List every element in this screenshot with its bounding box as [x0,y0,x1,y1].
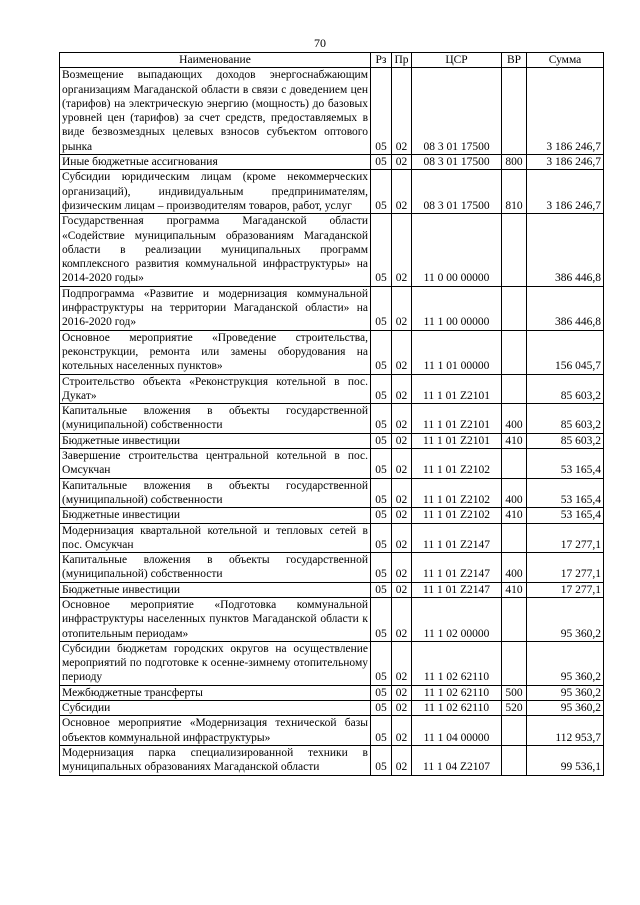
cell-sum: 156 045,7 [527,330,604,374]
cell-pr: 02 [392,155,412,170]
cell-csr: 11 1 01 Z2147 [412,553,502,583]
table-row [60,433,604,448]
table-row [60,374,604,404]
cell-csr: 11 1 01 00000 [412,330,502,374]
cell-name: Субсидии юридическим лицам (кроме некоммерческих организаций), индивидуальным предпринимателям, физическим лицам – производителям товаров, работ, услуг [60,170,371,214]
cell-vr: 520 [502,701,527,716]
cell-name: Основное мероприятие «Модернизация технической базы объектов коммунальной инфраструктуры» [60,716,371,746]
cell-rz: 05 [371,582,392,597]
cell-sum: 17 277,1 [527,523,604,553]
cell-name: Модернизация квартальной котельной и тепловых сетей в пос. Омсукчан [60,523,371,553]
cell-name: Государственная программа Магаданской области «Содействие муниципальным образованиям Магаданской области в реализации муниципальных программ комплексного развития коммунальной инфраструктуры» на 2014-2020 годы» [60,214,371,286]
table-row [60,330,604,374]
cell-sum: 3 186 246,7 [527,170,604,214]
cell-name: Капитальные вложения в объекты государственной (муниципальной) собственности [60,553,371,583]
cell-vr [502,449,527,479]
cell-csr: 11 0 00 00000 [412,214,502,286]
cell-rz: 05 [371,716,392,746]
cell-vr: 400 [502,478,527,508]
cell-sum: 95 360,2 [527,641,604,685]
cell-sum: 3 186 246,7 [527,68,604,155]
table-row [60,508,604,523]
cell-csr: 11 1 01 Z2102 [412,449,502,479]
cell-rz: 05 [371,745,392,775]
table-row [60,449,604,479]
cell-vr [502,286,527,330]
cell-rz: 05 [371,597,392,641]
cell-csr: 11 1 01 Z2102 [412,508,502,523]
cell-vr: 500 [502,685,527,700]
cell-sum: 17 277,1 [527,553,604,583]
cell-name: Завершение строительства центральной котельной в пос. Омсукчан [60,449,371,479]
cell-pr: 02 [392,449,412,479]
cell-vr [502,597,527,641]
cell-rz: 05 [371,508,392,523]
cell-rz: 05 [371,330,392,374]
cell-pr: 02 [392,553,412,583]
cell-sum: 95 360,2 [527,701,604,716]
cell-sum: 85 603,2 [527,374,604,404]
cell-csr: 11 1 02 00000 [412,597,502,641]
cell-sum: 112 953,7 [527,716,604,746]
cell-rz: 05 [371,641,392,685]
cell-pr: 02 [392,68,412,155]
cell-vr [502,716,527,746]
cell-name: Иные бюджетные ассигнования [60,155,371,170]
cell-pr: 02 [392,523,412,553]
cell-csr: 11 1 04 00000 [412,716,502,746]
cell-csr: 11 1 02 62110 [412,685,502,700]
cell-name: Капитальные вложения в объекты государственной (муниципальной) собственности [60,404,371,434]
cell-rz: 05 [371,155,392,170]
cell-rz: 05 [371,214,392,286]
cell-rz: 05 [371,170,392,214]
cell-name: Капитальные вложения в объекты государственной (муниципальной) собственности [60,478,371,508]
cell-csr: 11 1 01 Z2147 [412,582,502,597]
table-row [60,478,604,508]
cell-pr: 02 [392,508,412,523]
cell-csr: 08 3 01 17500 [412,170,502,214]
cell-sum: 95 360,2 [527,685,604,700]
cell-name: Бюджетные инвестиции [60,582,371,597]
table-row [60,404,604,434]
cell-name: Субсидии [60,701,371,716]
cell-vr [502,523,527,553]
page-number: 70 [314,36,326,50]
table-row [60,701,604,716]
cell-name: Строительство объекта «Реконструкция котельной в пос. Дукат» [60,374,371,404]
header-vr: ВР [502,53,527,68]
table-row [60,68,604,155]
cell-vr: 400 [502,404,527,434]
table-row [60,685,604,700]
cell-pr: 02 [392,330,412,374]
cell-pr: 02 [392,745,412,775]
cell-vr [502,745,527,775]
table-row [60,553,604,583]
cell-vr: 410 [502,582,527,597]
header-sum: Сумма [527,53,604,68]
table-row [60,214,604,286]
cell-sum: 99 536,1 [527,745,604,775]
cell-rz: 05 [371,478,392,508]
cell-csr: 11 1 01 Z2102 [412,478,502,508]
cell-sum: 3 186 246,7 [527,155,604,170]
cell-pr: 02 [392,214,412,286]
table-body [60,68,604,775]
cell-pr: 02 [392,170,412,214]
table-row [60,745,604,775]
cell-vr [502,374,527,404]
cell-sum: 53 165,4 [527,478,604,508]
header-csr: ЦСР [412,53,502,68]
cell-name: Межбюджетные трансферты [60,685,371,700]
cell-sum: 386 446,8 [527,286,604,330]
cell-rz: 05 [371,433,392,448]
table-row [60,597,604,641]
cell-name: Основное мероприятие «Подготовка коммунальной инфраструктуры населенных пунктов Магаданской области к отопительным периодам» [60,597,371,641]
cell-name: Субсидии бюджетам городских округов на осуществление мероприятий по подготовке к осенне-зимнему отопительному периоду [60,641,371,685]
cell-name: Бюджетные инвестиции [60,433,371,448]
header-name: Наименование [60,53,371,68]
cell-vr: 400 [502,553,527,583]
cell-csr: 11 1 02 62110 [412,641,502,685]
cell-csr: 11 1 01 Z2101 [412,433,502,448]
cell-sum: 17 277,1 [527,582,604,597]
header-pr: Пр [392,53,412,68]
cell-vr [502,330,527,374]
cell-rz: 05 [371,449,392,479]
cell-pr: 02 [392,404,412,434]
table-row [60,582,604,597]
table-row [60,523,604,553]
cell-rz: 05 [371,374,392,404]
cell-csr: 11 1 01 Z2101 [412,404,502,434]
cell-rz: 05 [371,286,392,330]
cell-pr: 02 [392,286,412,330]
table-row [60,155,604,170]
cell-sum: 85 603,2 [527,404,604,434]
cell-rz: 05 [371,68,392,155]
cell-name: Модернизация парка специализированной техники в муниципальных образованиях Магаданской области [60,745,371,775]
cell-rz: 05 [371,404,392,434]
cell-vr: 410 [502,433,527,448]
cell-rz: 05 [371,685,392,700]
cell-vr: 800 [502,155,527,170]
cell-name: Бюджетные инвестиции [60,508,371,523]
cell-csr: 08 3 01 17500 [412,68,502,155]
cell-name: Подпрограмма «Развитие и модернизация коммунальной инфраструктуры на территории Магаданской области» на 2016-2020 год» [60,286,371,330]
cell-pr: 02 [392,597,412,641]
cell-csr: 11 1 01 Z2147 [412,523,502,553]
budget-table [59,52,604,776]
header-rz: Рз [371,53,392,68]
cell-sum: 85 603,2 [527,433,604,448]
cell-pr: 02 [392,701,412,716]
cell-csr: 11 1 04 Z2107 [412,745,502,775]
cell-pr: 02 [392,716,412,746]
table-row [60,286,604,330]
cell-vr [502,641,527,685]
cell-sum: 53 165,4 [527,449,604,479]
table-row [60,170,604,214]
cell-csr: 08 3 01 17500 [412,155,502,170]
cell-vr: 810 [502,170,527,214]
cell-vr [502,214,527,286]
cell-pr: 02 [392,641,412,685]
cell-vr [502,68,527,155]
cell-csr: 11 1 02 62110 [412,701,502,716]
cell-vr: 410 [502,508,527,523]
cell-csr: 11 1 00 00000 [412,286,502,330]
cell-pr: 02 [392,374,412,404]
header-row [60,53,604,68]
table-row [60,716,604,746]
cell-rz: 05 [371,553,392,583]
cell-name: Возмещение выпадающих доходов энергоснабжающим организациям Магаданской области в связи с доведением цен (тарифов) на электрическую энергию (мощность) до базовых уровней цен (тарифов) за счет средств, предоставляемых в виде безвозмездных целевых взносов субъектом оптового рынка [60,68,371,155]
cell-pr: 02 [392,433,412,448]
cell-rz: 05 [371,523,392,553]
cell-name: Основное мероприятие «Проведение строительства, реконструкции, ремонта или замены оборудования на котельных населенных пунктов» [60,330,371,374]
cell-pr: 02 [392,582,412,597]
cell-pr: 02 [392,478,412,508]
cell-sum: 95 360,2 [527,597,604,641]
cell-pr: 02 [392,685,412,700]
cell-sum: 53 165,4 [527,508,604,523]
table-row [60,641,604,685]
cell-sum: 386 446,8 [527,214,604,286]
cell-rz: 05 [371,701,392,716]
cell-csr: 11 1 01 Z2101 [412,374,502,404]
